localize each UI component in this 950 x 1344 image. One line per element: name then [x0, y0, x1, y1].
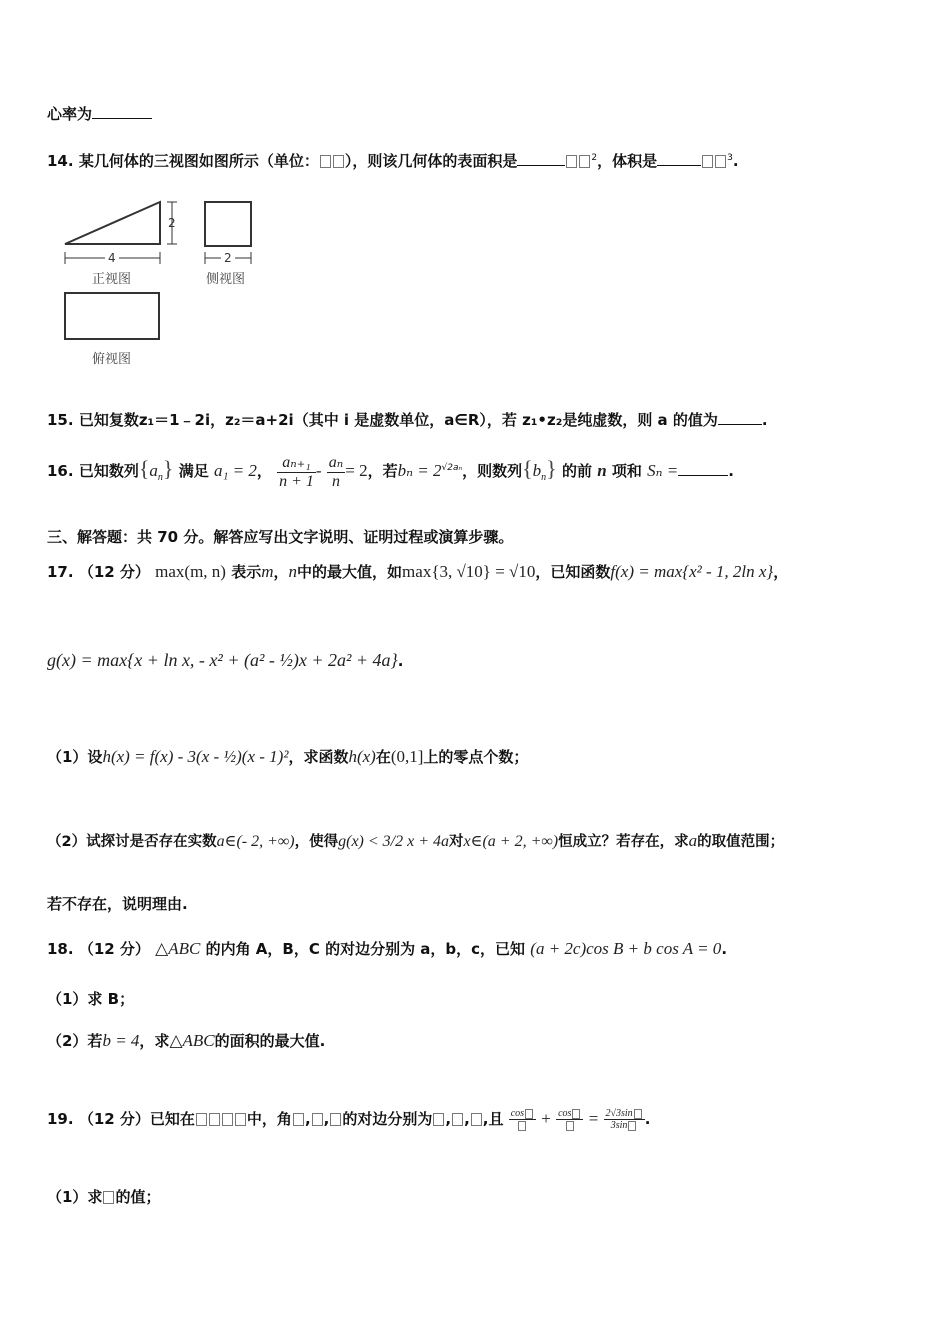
missing-glyph-icon [702, 155, 713, 168]
question-14: 14. 某几何体的三视图如图所示（单位： ），则该几何体的表面积是 $^2$，体积是 $^3$. [47, 152, 739, 170]
q19-part-1: （1）求 的值； [47, 1188, 161, 1206]
g-definition: g(x) = max{x + ln x, - x² + (a² - ½)x + 2a² + 4a}. [47, 650, 404, 670]
question-17: 17. （12 分） max(m, n) 表示m，n中的最大值，如max{3, √10} = √10，已知函数f(x) = max{x² - 1, 2ln x}， [47, 562, 789, 581]
fraction: cos [509, 1108, 536, 1131]
missing-glyph-icon [103, 1191, 114, 1204]
question-number: 15. [47, 411, 74, 429]
question-number: 19. [47, 1110, 74, 1128]
front-view-triangle [65, 202, 160, 244]
answer-blank [517, 164, 565, 166]
dim-height-label: 2 [168, 216, 176, 230]
dim-side-label: 2 [224, 251, 232, 265]
missing-glyph-icon [209, 1113, 220, 1126]
question-18: 18. （12 分） △ABC 的内角 A，B，C 的对边分别为 a，b，c，已知 (a + 2c)cos B + b cos A = 0. [47, 939, 728, 958]
missing-glyph-icon [330, 1113, 341, 1126]
answer-blank [678, 474, 728, 476]
missing-glyph-icon [235, 1113, 246, 1126]
question-number: 16. [47, 462, 74, 480]
missing-glyph-icon [222, 1113, 233, 1126]
q13-tail: 心率为 [47, 103, 152, 124]
answer-blank [92, 117, 152, 119]
side-view-square [205, 202, 251, 246]
missing-glyph-icon [452, 1113, 463, 1126]
answer-blank [657, 164, 701, 166]
question-number: 17. [47, 563, 74, 581]
missing-glyph-icon [312, 1113, 323, 1126]
missing-glyph-icon [333, 155, 344, 168]
fraction: $\frac{2√3\sin}{3\sin}$ [604, 1108, 645, 1131]
missing-glyph-icon [433, 1113, 444, 1126]
side-view-label: 侧视图 [206, 272, 246, 287]
question-15: 15. 已知复数z₁＝1﹣2i，z₂＝a+2i（其中 i 是虚数单位，a∈R），若 z₁•z₂是纯虚数，则 a 的值为 . [47, 411, 768, 429]
three-views-diagram [55, 190, 275, 370]
missing-glyph-icon [320, 155, 331, 168]
fraction: cos [556, 1108, 583, 1131]
q18-part-1: （1）求 B； [47, 990, 135, 1008]
missing-glyph-icon [196, 1113, 207, 1126]
missing-glyph-icon [293, 1113, 304, 1126]
front-view-label: 正视图 [92, 272, 132, 287]
missing-glyph-icon [715, 155, 726, 168]
missing-glyph-icon [566, 155, 577, 168]
top-view-label: 俯视图 [92, 352, 132, 367]
answer-blank [718, 423, 762, 425]
question-19: 19. （12 分）已知在 中，角 , , 的对边分别为 , , ,且 cos + cos = $\frac{2√3\sin}{3\sin}$ . [47, 1108, 651, 1131]
q17-part-2: （2）试探讨是否存在实数a∈(- 2, +∞)，使得g(x) < 3/2 x + 4a对x∈(a + 2, +∞)恒成立？若存在，求a的取值范围； [47, 831, 785, 850]
missing-glyph-icon [579, 155, 590, 168]
q17-part-2-cont: 若不存在，说明理由. [47, 895, 188, 913]
top-view-rectangle [65, 293, 159, 339]
question-number: 14. [47, 152, 74, 170]
q18-part-2: （2）若b = 4，求△ABC的面积的最大值. [47, 1031, 326, 1050]
fraction: $\frac{\text{aₙ₊₁}}{n + 1}$ [279, 454, 314, 490]
question-16: 16. 已知数列$\{a_n\}$ 满足 a₁ = 2， $\frac{\text{aₙ₊₁}}{n + 1}$ - $\frac{\text{aₙ}}{n}$ = 2，若$b_n = 2^{√2a_n}$，则数列$\{b_n\}$ 的前 n 项和 Sₙ = . [47, 454, 734, 490]
section-heading: 三、解答题：共 70 分。解答应写出文字说明、证明过程或演算步骤。 [47, 528, 514, 546]
missing-glyph-icon [471, 1113, 482, 1126]
fraction: $\frac{\text{aₙ}}{n}$ [328, 454, 344, 490]
question-number: 18. [47, 940, 74, 958]
q17-part-1: （1）设h(x) = f(x) - 3(x - ½)(x - 1)²，求函数h(x)在(0,1]上的零点个数； [47, 747, 529, 766]
dim-width-label: 4 [108, 251, 116, 265]
